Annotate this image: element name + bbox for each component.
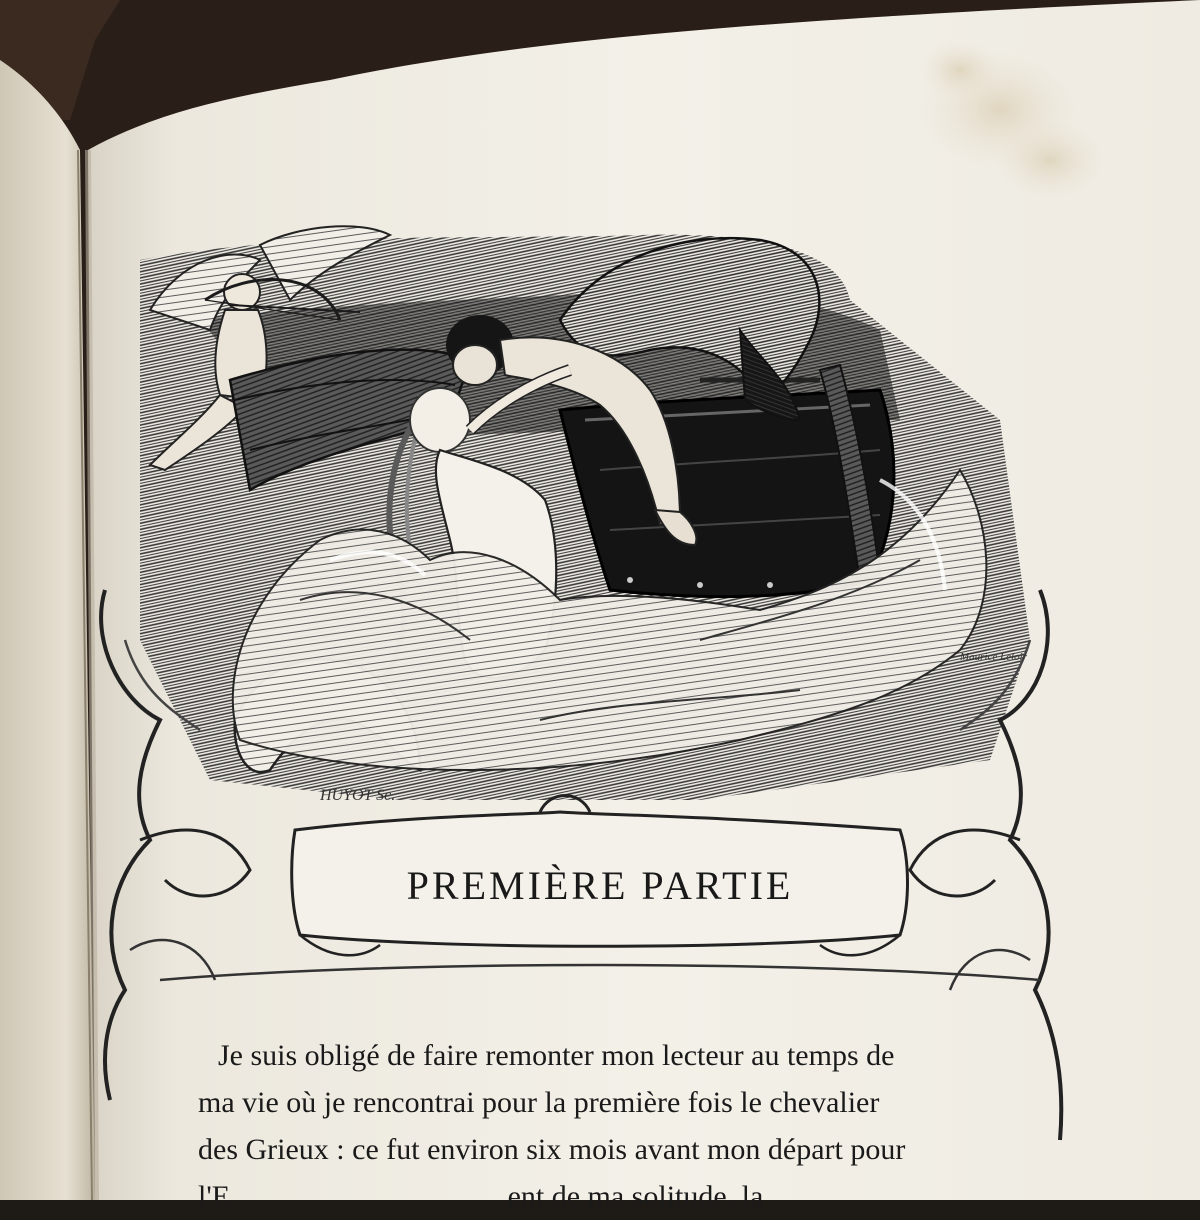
paragraph-line: l'E ent de ma solitude, la xyxy=(198,1180,764,1213)
artist-signature: Maurice Leloir xyxy=(960,651,1027,663)
paragraph-line: des Grieux : ce fut environ six mois avant mon départ pour xyxy=(198,1133,906,1166)
engraver-signature: HUYOT Sc. xyxy=(320,787,396,804)
body-paragraph xyxy=(198,1032,968,1220)
chapter-heading: PREMIÈRE PARTIE xyxy=(406,863,794,908)
paragraph-line: Je suis obligé de faire remonter mon lecteur au temps de xyxy=(218,1039,895,1072)
paragraph-line: ma vie où je rencontrai pour la première fois le chevalier xyxy=(198,1086,880,1119)
